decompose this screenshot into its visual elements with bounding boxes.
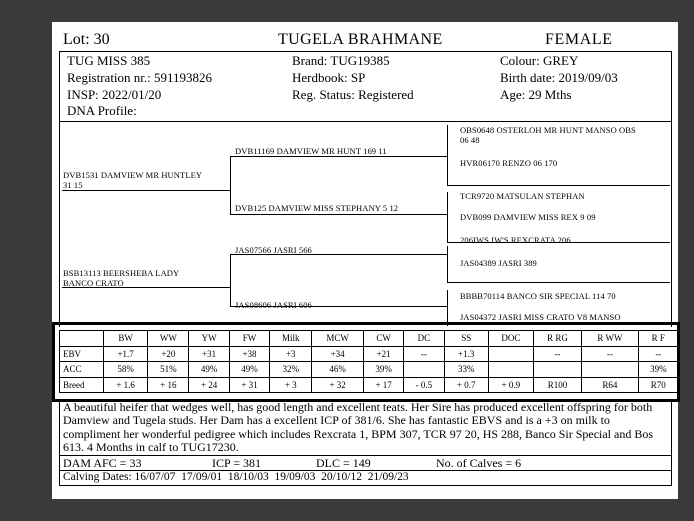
table-cell: + 3 — [270, 377, 312, 393]
table-cell — [404, 362, 444, 378]
icp: ICP = 381 — [212, 456, 261, 470]
table-cell: +31 — [189, 346, 229, 362]
dams-dam: JAS08606 JASRI 606 — [235, 300, 312, 310]
table-cell: + 0.9 — [488, 377, 533, 393]
table-cell: +3 — [270, 346, 312, 362]
table-cell: - 0.5 — [404, 377, 444, 393]
ss-dam: HVR06170 RENZO 06 170 — [460, 158, 558, 168]
table-cell — [488, 362, 533, 378]
sire-line — [62, 190, 230, 191]
number-of-calves: No. of Calves = 6 — [436, 456, 522, 470]
sires-dam: DVB125 DAMVIEW MISS STEPHANY 5 12 — [235, 203, 399, 213]
herdbook: Herdbook: SP — [292, 70, 366, 85]
dlc: DLC = 149 — [316, 456, 371, 470]
sd-bracket — [447, 192, 448, 242]
table-cell: -- — [404, 346, 444, 362]
table-cell: ACC — [60, 362, 104, 378]
table-cell — [488, 346, 533, 362]
sd-line — [230, 214, 447, 215]
table-cell: R64 — [582, 377, 638, 393]
table-cell: EBV — [60, 346, 104, 362]
age: Age: 29 Mths — [500, 87, 572, 102]
table-cell — [533, 362, 581, 378]
table-header: FW — [229, 331, 269, 347]
ss-bracket — [447, 125, 448, 185]
table-cell: + 0.7 — [444, 377, 488, 393]
table-header: MCW — [312, 331, 364, 347]
table-cell: +34 — [312, 346, 364, 362]
ebv-header-row — [60, 331, 679, 347]
table-cell: 32% — [270, 362, 312, 378]
sire-name: DVB1531 DAMVIEW MR HUNTLEY — [63, 170, 203, 180]
sire-bracket — [230, 156, 231, 214]
reg-status: Reg. Status: Registered — [292, 87, 414, 102]
ebv-row — [60, 346, 679, 362]
acc-row — [60, 362, 679, 378]
table-cell: 58% — [104, 362, 148, 378]
ss-sire: OBS0648 OSTERLOH MR HUNT MANSO OBS — [460, 125, 636, 135]
sex: FEMALE — [545, 31, 613, 48]
table-cell: + 31 — [229, 377, 269, 393]
table-header: DC — [404, 331, 444, 347]
ds-dam: JAS04389 JASRI 389 — [460, 258, 537, 268]
table-cell: +1.7 — [104, 346, 148, 362]
ds-bracket — [447, 246, 448, 282]
dd-sire: BBBB70114 BANCO SIR SPECIAL 114 70 — [460, 291, 616, 301]
table-cell: + 32 — [312, 377, 364, 393]
table-cell: +20 — [148, 346, 189, 362]
sires-sire: DVB11169 DAMVIEW MR HUNT 169 11 — [235, 146, 387, 156]
dams-sire: JAS07566 JASRI 566 — [235, 245, 312, 255]
birth-date: Birth date: 2019/09/03 — [500, 70, 618, 85]
table-cell: 51% — [148, 362, 189, 378]
table-cell: + 16 — [148, 377, 189, 393]
table-header: DOC — [488, 331, 533, 347]
sd-dam: DVB099 DAMVIEW MISS REX 9 09 — [460, 212, 596, 222]
table-cell: +1.3 — [444, 346, 488, 362]
table-cell: R100 — [533, 377, 581, 393]
description-text: A beautiful heifer that wedges well, has good length and excellent teats. Her Sire has produced excellent offspring for both Damview and Tugela studs. Her Dam has a excellent ICP of 381/6. She has fantastic EBVS and is a +3 on milk to compliment her wonderful pedigree which includes Rexcrata 1, BPM 307, TCR 97 20, HS 288, Banco Sir Special and Bos 613. 4 Months in calf to TUG17230. — [63, 400, 654, 454]
dsd-line — [447, 282, 670, 283]
brand: Brand: TUG19385 — [292, 53, 390, 68]
sd-sire: TCR9720 MATSULAN STEPHAN — [460, 191, 585, 201]
table-header — [60, 331, 104, 347]
dd-bracket — [447, 290, 448, 326]
stud-name: TUGELA BRAHMANE — [278, 31, 443, 48]
animal-name: TUG MISS 385 — [67, 53, 151, 68]
table-cell: + 17 — [363, 377, 403, 393]
table-header: CW — [363, 331, 403, 347]
table-cell: -- — [638, 346, 678, 362]
breed-row — [60, 377, 679, 393]
table-header: R RG — [533, 331, 581, 347]
registration-number: Registration nr.: 591193826 — [67, 70, 213, 85]
catalogue-page — [52, 22, 678, 499]
dam-name-line2: BANCO CRATO — [63, 278, 124, 288]
ss-line — [230, 156, 447, 157]
table-cell: -- — [582, 346, 638, 362]
table-cell: -- — [533, 346, 581, 362]
table-header: R F — [638, 331, 678, 347]
calving-dates: Calving Dates: 16/07/07 17/09/01 18/10/03 19/09/03 20/10/12 21/09/23 — [63, 471, 409, 483]
table-cell: + 24 — [189, 377, 229, 393]
dam-afc: DAM AFC = 33 — [63, 456, 142, 470]
dam-name: BSB13113 BEERSHEBA LADY — [63, 268, 180, 278]
ebv-table — [59, 330, 679, 393]
table-cell: Breed — [60, 377, 104, 393]
dna-profile: DNA Profile: — [67, 103, 137, 118]
table-cell: + 1.6 — [104, 377, 148, 393]
table-cell: 49% — [189, 362, 229, 378]
table-cell: 46% — [312, 362, 364, 378]
colour: Colour: GREY — [500, 53, 579, 68]
dd-dam: JAS04372 JASRI MISS CRATO V8 MANSO — [460, 312, 621, 322]
table-cell: 39% — [363, 362, 403, 378]
lot-number: Lot: 30 — [63, 31, 110, 48]
ss-sire-line2: 06 48 — [460, 135, 480, 145]
sss-line — [447, 185, 670, 186]
table-cell: +21 — [363, 346, 403, 362]
table-header: YW — [189, 331, 229, 347]
table-cell: 49% — [229, 362, 269, 378]
table-cell — [582, 362, 638, 378]
table-cell: 33% — [444, 362, 488, 378]
dam-bracket — [230, 254, 231, 306]
table-cell: +38 — [229, 346, 269, 362]
inspection-date: INSP: 2022/01/20 — [67, 87, 162, 102]
table-header: WW — [148, 331, 189, 347]
table-header: BW — [104, 331, 148, 347]
ds-sire: 206IWS IW'S REXCRATA 206 — [460, 235, 571, 245]
table-cell: 39% — [638, 362, 678, 378]
table-header: SS — [444, 331, 488, 347]
table-header: Milk — [270, 331, 312, 347]
table-header: R WW — [582, 331, 638, 347]
sire-name-line2: 31 15 — [63, 180, 83, 190]
table-cell: R70 — [638, 377, 678, 393]
